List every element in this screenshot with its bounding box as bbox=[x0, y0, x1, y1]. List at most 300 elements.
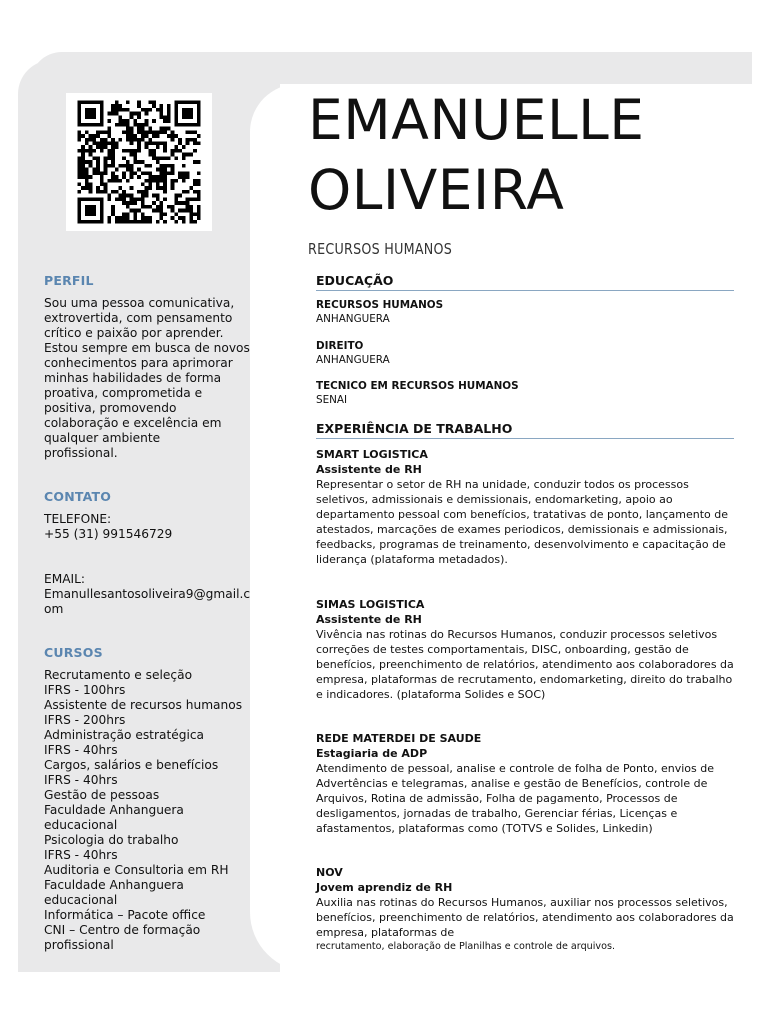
qr-module bbox=[174, 197, 178, 201]
qr-module bbox=[89, 209, 93, 213]
qr-module bbox=[130, 141, 134, 145]
qr-module bbox=[77, 123, 81, 127]
qr-module bbox=[137, 130, 141, 134]
qr-module bbox=[107, 134, 111, 138]
qr-module bbox=[96, 164, 100, 168]
qr-module bbox=[167, 115, 171, 119]
qr-module bbox=[174, 112, 178, 116]
qr-module bbox=[152, 179, 156, 183]
qr-module bbox=[96, 171, 100, 175]
qr-module bbox=[189, 197, 193, 201]
qr-module bbox=[118, 108, 122, 112]
qr-module bbox=[130, 138, 134, 142]
school: SENAI bbox=[316, 393, 348, 406]
qr-module bbox=[100, 100, 104, 104]
qr-module bbox=[141, 108, 145, 112]
qr-module bbox=[133, 209, 137, 213]
qr-module bbox=[197, 141, 201, 145]
qr-module bbox=[178, 216, 182, 220]
qr-module bbox=[137, 104, 141, 108]
phone-label: TELEFONE: bbox=[44, 512, 112, 526]
education-heading: EDUCAÇÃO bbox=[316, 273, 734, 291]
qr-module bbox=[182, 112, 186, 116]
qr-module bbox=[130, 209, 134, 213]
qr-module bbox=[104, 186, 108, 190]
qr-module bbox=[107, 149, 111, 153]
qr-module bbox=[115, 220, 119, 224]
qr-module bbox=[167, 164, 171, 168]
qr-module bbox=[126, 149, 130, 153]
qr-module bbox=[174, 179, 178, 183]
qr-module bbox=[77, 164, 81, 168]
qr-module bbox=[77, 168, 81, 172]
qr-module bbox=[85, 149, 89, 153]
education-item bbox=[316, 299, 443, 326]
qr-module bbox=[137, 149, 141, 153]
qr-module bbox=[111, 160, 115, 164]
qr-module bbox=[171, 183, 175, 187]
qr-module bbox=[182, 115, 186, 119]
qr-module bbox=[182, 209, 186, 213]
qr-module bbox=[133, 138, 137, 142]
qr-module bbox=[160, 156, 164, 160]
qr-module bbox=[92, 108, 96, 112]
qr-module bbox=[118, 186, 122, 190]
qr-module bbox=[115, 168, 119, 172]
qr-module bbox=[81, 171, 85, 175]
qr-module bbox=[107, 220, 111, 224]
qr-module bbox=[171, 164, 175, 168]
qr-module bbox=[182, 123, 186, 127]
phone-number: +55 (31) 991546729 bbox=[44, 527, 173, 541]
qr-module bbox=[174, 212, 178, 216]
qr-module bbox=[107, 141, 111, 145]
qr-module bbox=[104, 183, 108, 187]
qr-module bbox=[186, 197, 190, 201]
qr-module bbox=[130, 197, 134, 201]
qr-module bbox=[122, 171, 126, 175]
qr-module bbox=[148, 186, 152, 190]
qr-module bbox=[77, 201, 81, 205]
qr-module bbox=[160, 164, 164, 168]
qr-module bbox=[171, 205, 175, 209]
qr-module bbox=[137, 168, 141, 172]
qr-module bbox=[77, 119, 81, 123]
qr-module bbox=[133, 212, 137, 216]
qr-module bbox=[77, 171, 81, 175]
qr-module bbox=[100, 205, 104, 209]
qr-module bbox=[156, 108, 160, 112]
qr-module bbox=[152, 149, 156, 153]
qr-module bbox=[189, 115, 193, 119]
qr-module bbox=[77, 112, 81, 116]
qr-module bbox=[197, 171, 201, 175]
qr-module bbox=[133, 160, 137, 164]
qr-module bbox=[89, 153, 93, 157]
qr-module bbox=[163, 212, 167, 216]
qr-module bbox=[137, 209, 141, 213]
qr-module bbox=[145, 164, 149, 168]
qr-module bbox=[104, 156, 108, 160]
qr-module bbox=[197, 179, 201, 183]
qr-module bbox=[104, 141, 108, 145]
qr-module bbox=[89, 134, 93, 138]
qr-module bbox=[118, 216, 122, 220]
qr-module bbox=[85, 186, 89, 190]
qr-module bbox=[100, 141, 104, 145]
qr-module bbox=[189, 108, 193, 112]
qr-module bbox=[163, 197, 167, 201]
qr-module bbox=[189, 205, 193, 209]
qr-module bbox=[197, 183, 201, 187]
school: ANHANGUERA bbox=[316, 353, 390, 366]
qr-module bbox=[148, 100, 152, 104]
qr-module bbox=[115, 179, 119, 183]
qr-module bbox=[89, 175, 93, 179]
qr-module bbox=[126, 160, 130, 164]
qr-module bbox=[115, 112, 119, 116]
qr-module bbox=[167, 171, 171, 175]
qr-module bbox=[130, 164, 134, 168]
qr-module bbox=[122, 123, 126, 127]
qr-module bbox=[148, 153, 152, 157]
qr-module bbox=[77, 175, 81, 179]
qr-module bbox=[133, 149, 137, 153]
experience-heading: EXPERIÊNCIA DE TRABALHO bbox=[316, 421, 734, 439]
qr-module bbox=[85, 212, 89, 216]
qr-module bbox=[85, 115, 89, 119]
qr-module bbox=[92, 115, 96, 119]
qr-module bbox=[141, 190, 145, 194]
job-role: RECURSOS HUMANOS bbox=[308, 240, 453, 258]
qr-module bbox=[163, 156, 167, 160]
qr-module bbox=[137, 123, 141, 127]
qr-module bbox=[160, 108, 164, 112]
qr-module bbox=[189, 216, 193, 220]
qr-module bbox=[197, 190, 201, 194]
qr-module bbox=[122, 220, 126, 224]
qr-module bbox=[193, 220, 197, 224]
qr-module bbox=[148, 127, 152, 131]
qr-module bbox=[145, 123, 149, 127]
qr-module bbox=[85, 209, 89, 213]
qr-module bbox=[193, 160, 197, 164]
qr-module bbox=[156, 168, 160, 172]
qr-module bbox=[104, 138, 108, 142]
qr-module bbox=[96, 123, 100, 127]
qr-module bbox=[115, 123, 119, 127]
qr-module bbox=[182, 171, 186, 175]
qr-module bbox=[92, 138, 96, 142]
qr-module bbox=[77, 104, 81, 108]
qr-module bbox=[160, 216, 164, 220]
qr-module bbox=[193, 130, 197, 134]
company: NOV bbox=[316, 866, 343, 879]
qr-module bbox=[92, 205, 96, 209]
qr-module bbox=[89, 186, 93, 190]
qr-module bbox=[100, 138, 104, 142]
qr-module bbox=[160, 212, 164, 216]
qr-module bbox=[115, 104, 119, 108]
qr-module bbox=[126, 123, 130, 127]
qr-module bbox=[92, 156, 96, 160]
qr-module bbox=[152, 201, 156, 205]
qr-module bbox=[137, 141, 141, 145]
qr-module bbox=[145, 186, 149, 190]
qr-module bbox=[104, 145, 108, 149]
qr-module bbox=[171, 209, 175, 213]
qr-module bbox=[81, 160, 85, 164]
qr-module bbox=[182, 201, 186, 205]
qr-module bbox=[96, 134, 100, 138]
qr-module bbox=[89, 138, 93, 142]
qr-module bbox=[100, 104, 104, 108]
qr-module bbox=[85, 138, 89, 142]
email-address: Emanullesantosoliveira9@gmail.c om bbox=[44, 587, 251, 616]
qr-module bbox=[197, 123, 201, 127]
qr-module bbox=[145, 108, 149, 112]
qr-module bbox=[77, 156, 81, 160]
qr-module bbox=[77, 108, 81, 112]
qr-module bbox=[163, 130, 167, 134]
qr-module bbox=[81, 123, 85, 127]
qr-module bbox=[115, 100, 119, 104]
qr-module bbox=[107, 156, 111, 160]
qr-module bbox=[111, 209, 115, 213]
qr-module bbox=[77, 216, 81, 220]
qr-module bbox=[107, 216, 111, 220]
qr-module bbox=[163, 115, 167, 119]
qr-module bbox=[197, 216, 201, 220]
qr-module bbox=[107, 179, 111, 183]
job-entry bbox=[316, 597, 736, 702]
qr-module bbox=[174, 220, 178, 224]
job-description: Representar o setor de RH na unidade, conduzir todos os processos seletivos, admissionais e demissionais, endomarketing, apoio ao departamento pessoal com benefícios, tratativas de ponto, lançamento de atestados, marcações de exames periodicos, demissionais e admissionais, feedbacks, programas de treinamento, desenvolvimento e capacitação de liderança (plataforma metadados). bbox=[316, 478, 728, 566]
qr-module bbox=[197, 108, 201, 112]
qr-module bbox=[167, 127, 171, 131]
qr-module bbox=[133, 119, 137, 123]
qr-module bbox=[163, 119, 167, 123]
qr-module bbox=[160, 127, 164, 131]
qr-module bbox=[174, 108, 178, 112]
contact-section bbox=[44, 512, 258, 617]
qr-module bbox=[126, 205, 130, 209]
qr-module bbox=[85, 220, 89, 224]
qr-module bbox=[89, 115, 93, 119]
qr-module bbox=[197, 112, 201, 116]
qr-module bbox=[163, 179, 167, 183]
qr-module bbox=[186, 205, 190, 209]
qr-module bbox=[152, 130, 156, 134]
qr-module bbox=[163, 127, 167, 131]
qr-module bbox=[182, 179, 186, 183]
qr-module bbox=[156, 183, 160, 187]
qr-module bbox=[186, 201, 190, 205]
qr-module bbox=[189, 138, 193, 142]
qr-module bbox=[111, 138, 115, 142]
qr-module bbox=[182, 190, 186, 194]
qr-module bbox=[178, 201, 182, 205]
qr-module bbox=[92, 197, 96, 201]
qr-module bbox=[182, 145, 186, 149]
job-description: Vivência nas rotinas do Recursos Humanos, conduzir processos seletivos correções de testes comportamentais, DISC, onboarding, gestão de benefícios, preenchimento de relatórios, atendimento aos colaboradores da empresa, plataformas de recrutamento, endomarketing, direito do trabalho e indicadores. (plataforma Solides e SOC) bbox=[316, 628, 734, 701]
qr-module bbox=[148, 130, 152, 134]
sidebar-curve bbox=[250, 84, 316, 972]
qr-module bbox=[137, 145, 141, 149]
qr-module bbox=[126, 100, 130, 104]
qr-module bbox=[107, 127, 111, 131]
qr-module bbox=[160, 209, 164, 213]
company: SIMAS LOGISTICA bbox=[316, 598, 425, 611]
qr-module bbox=[152, 119, 156, 123]
qr-module bbox=[186, 108, 190, 112]
job-description: Auxilia nas rotinas do Recursos Humanos, auxiliar nos processos seletivos, benefícios, preenchimento de relatórios, atendimento aos colaboradores da empresa, plataformas de bbox=[316, 896, 734, 939]
qr-module bbox=[178, 209, 182, 213]
qr-module bbox=[145, 112, 149, 116]
qr-module bbox=[163, 149, 167, 153]
qr-module bbox=[100, 197, 104, 201]
qr-module bbox=[141, 205, 145, 209]
qr-module bbox=[156, 197, 160, 201]
qr-module bbox=[160, 186, 164, 190]
qr-module bbox=[178, 141, 182, 145]
qr-module bbox=[148, 179, 152, 183]
profile-section bbox=[44, 296, 258, 461]
position: Estagiaria de ADP bbox=[316, 747, 428, 760]
qr-module bbox=[133, 220, 137, 224]
qr-module bbox=[100, 179, 104, 183]
qr-module bbox=[92, 141, 96, 145]
qr-module bbox=[156, 186, 160, 190]
qr-module bbox=[85, 160, 89, 164]
qr-module bbox=[122, 119, 126, 123]
qr-module bbox=[171, 130, 175, 134]
qr-module bbox=[111, 156, 115, 160]
qr-module bbox=[163, 141, 167, 145]
qr-module bbox=[145, 134, 149, 138]
qr-module bbox=[193, 183, 197, 187]
qr-module bbox=[137, 127, 141, 131]
qr-module bbox=[197, 212, 201, 216]
qr-module bbox=[111, 175, 115, 179]
qr-module bbox=[130, 134, 134, 138]
qr-module bbox=[160, 201, 164, 205]
qr-module bbox=[182, 153, 186, 157]
qr-module bbox=[137, 100, 141, 104]
qr-module bbox=[81, 186, 85, 190]
qr-module bbox=[77, 100, 81, 104]
qr-module bbox=[167, 108, 171, 112]
qr-module bbox=[92, 149, 96, 153]
qr-module bbox=[85, 179, 89, 183]
qr-module bbox=[152, 209, 156, 213]
qr-module bbox=[96, 186, 100, 190]
qr-module bbox=[104, 164, 108, 168]
qr-module bbox=[182, 100, 186, 104]
qr-module bbox=[197, 194, 201, 198]
qr-module bbox=[130, 186, 134, 190]
qr-module bbox=[163, 164, 167, 168]
qr-module bbox=[118, 138, 122, 142]
qr-module bbox=[174, 201, 178, 205]
qr-module bbox=[96, 168, 100, 172]
qr-module bbox=[186, 141, 190, 145]
qr-module bbox=[193, 138, 197, 142]
qr-module bbox=[189, 209, 193, 213]
qr-module bbox=[156, 194, 160, 198]
qr-module bbox=[89, 190, 93, 194]
qr-module bbox=[111, 164, 115, 168]
qr-module bbox=[189, 112, 193, 116]
qr-module bbox=[186, 171, 190, 175]
qr-module bbox=[89, 205, 93, 209]
qr-module bbox=[174, 194, 178, 198]
qr-module bbox=[118, 119, 122, 123]
qr-module bbox=[118, 164, 122, 168]
qr-module bbox=[137, 220, 141, 224]
qr-module bbox=[100, 130, 104, 134]
qr-module bbox=[141, 130, 145, 134]
qr-module bbox=[77, 220, 81, 224]
qr-module bbox=[152, 156, 156, 160]
qr-module bbox=[100, 220, 104, 224]
email-label: EMAIL: bbox=[44, 572, 86, 586]
qr-module bbox=[81, 175, 85, 179]
qr-module bbox=[174, 115, 178, 119]
qr-module bbox=[77, 115, 81, 119]
qr-module bbox=[137, 112, 141, 116]
qr-module bbox=[77, 183, 81, 187]
qr-module bbox=[126, 212, 130, 216]
qr-module bbox=[130, 112, 134, 116]
qr-module bbox=[141, 216, 145, 220]
qr-module bbox=[148, 164, 152, 168]
job-entry bbox=[316, 447, 736, 567]
qr-module bbox=[171, 179, 175, 183]
qr-module bbox=[171, 138, 175, 142]
qr-module bbox=[148, 205, 152, 209]
profile-text: Sou uma pessoa comunicativa, extrovertida, com pensamento crítico e paixão por aprender. Estou sempre em busca de novos conhecimentos para aprimorar minhas habilidades de forma proativa, comprometida e positiva, promovendo colaboração e excelência em qualquer ambiente profissional. bbox=[44, 296, 250, 460]
qr-module bbox=[171, 171, 175, 175]
qr-module bbox=[167, 112, 171, 116]
qr-module bbox=[174, 145, 178, 149]
qr-module bbox=[122, 190, 126, 194]
qr-module bbox=[111, 141, 115, 145]
qr-module bbox=[171, 153, 175, 157]
job-description: Atendimento de pessoal, analise e controle de folha de Ponto, envios de Advertências e telegramas, analise e gestão de Benefícios, controle de Arquivos, Rotina de admissão, Folha de pagamento, Processos de desligamentos, jornadas de trabalho, Gerenciar férias, Licenças e afastamentos, plataformas como (TOTVS e Solides, Linkedin) bbox=[316, 762, 714, 835]
qr-module bbox=[137, 175, 141, 179]
qr-module bbox=[152, 100, 156, 104]
qr-module bbox=[141, 138, 145, 142]
qr-module bbox=[130, 130, 134, 134]
qr-module bbox=[160, 115, 164, 119]
qr-module bbox=[100, 171, 104, 175]
qr-module bbox=[81, 197, 85, 201]
qr-module bbox=[89, 160, 93, 164]
qr-module bbox=[189, 212, 193, 216]
qr-module bbox=[115, 216, 119, 220]
qr-module bbox=[130, 115, 134, 119]
qr-module bbox=[145, 171, 149, 175]
qr-module bbox=[122, 194, 126, 198]
qr-module bbox=[107, 112, 111, 116]
qr-module bbox=[156, 209, 160, 213]
qr-module bbox=[77, 205, 81, 209]
qr-module bbox=[178, 100, 182, 104]
qr-module bbox=[137, 190, 141, 194]
qr-module bbox=[85, 108, 89, 112]
qr-module bbox=[186, 123, 190, 127]
